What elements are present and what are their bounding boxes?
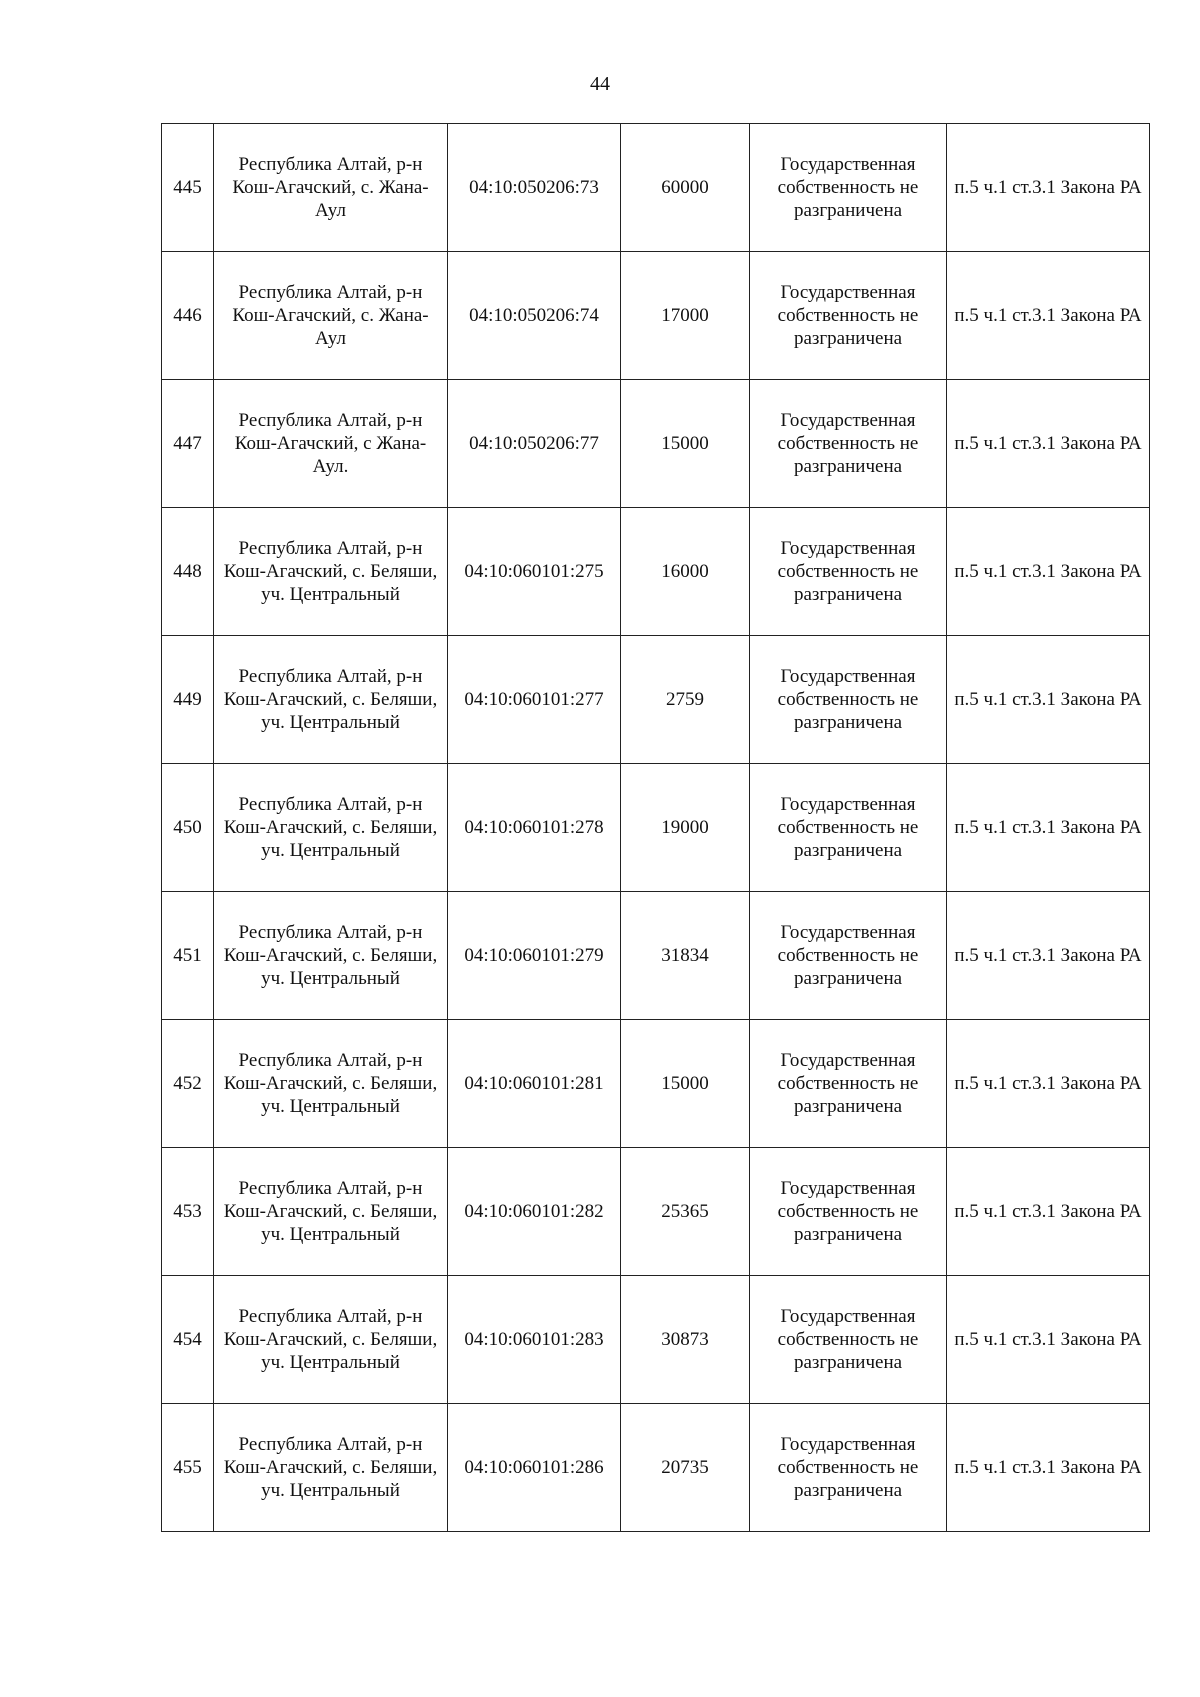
- legal-basis-cell: п.5 ч.1 ст.3.1 Закона РА: [947, 124, 1150, 252]
- ownership-cell: Государственная собственность не разграничена: [750, 124, 947, 252]
- table-row: [162, 252, 1150, 380]
- cadastral-number-cell: 04:10:050206:74: [448, 252, 621, 380]
- ownership-cell: Государственная собственность не разграничена: [750, 380, 947, 508]
- address-cell: Республика Алтай, р-н Кош-Агачский, с. Беляши, уч. Центральный: [214, 1276, 448, 1404]
- row-number-cell: 450: [162, 764, 214, 892]
- row-number-cell: 453: [162, 1148, 214, 1276]
- land-plots-table: [161, 123, 1150, 1532]
- cadastral-number-cell: 04:10:060101:286: [448, 1404, 621, 1532]
- area-cell: 30873: [621, 1276, 750, 1404]
- ownership-cell: Государственная собственность не разграничена: [750, 252, 947, 380]
- table-row: [162, 1148, 1150, 1276]
- legal-basis-cell: п.5 ч.1 ст.3.1 Закона РА: [947, 892, 1150, 1020]
- row-number-cell: 452: [162, 1020, 214, 1148]
- area-cell: 2759: [621, 636, 750, 764]
- row-number-cell: 445: [162, 124, 214, 252]
- legal-basis-cell: п.5 ч.1 ст.3.1 Закона РА: [947, 508, 1150, 636]
- cadastral-number-cell: 04:10:060101:282: [448, 1148, 621, 1276]
- ownership-cell: Государственная собственность не разграничена: [750, 892, 947, 1020]
- cadastral-number-cell: 04:10:060101:279: [448, 892, 621, 1020]
- cadastral-number-cell: 04:10:060101:277: [448, 636, 621, 764]
- area-cell: 17000: [621, 252, 750, 380]
- page-number: 44: [590, 73, 610, 95]
- address-cell: Республика Алтай, р-н Кош-Агачский, с. Беляши, уч. Центральный: [214, 892, 448, 1020]
- address-cell: Республика Алтай, р-н Кош-Агачский, с Жана-Аул.: [214, 380, 448, 508]
- ownership-cell: Государственная собственность не разграничена: [750, 636, 947, 764]
- row-number-cell: 446: [162, 252, 214, 380]
- row-number-cell: 454: [162, 1276, 214, 1404]
- table-row: [162, 380, 1150, 508]
- area-cell: 25365: [621, 1148, 750, 1276]
- ownership-cell: Государственная собственность не разграничена: [750, 764, 947, 892]
- address-cell: Республика Алтай, р-н Кош-Агачский, с. Беляши, уч. Центральный: [214, 508, 448, 636]
- legal-basis-cell: п.5 ч.1 ст.3.1 Закона РА: [947, 1148, 1150, 1276]
- ownership-cell: Государственная собственность не разграничена: [750, 1276, 947, 1404]
- cadastral-number-cell: 04:10:060101:281: [448, 1020, 621, 1148]
- area-cell: 31834: [621, 892, 750, 1020]
- table-row: [162, 892, 1150, 1020]
- table-row: [162, 1404, 1150, 1532]
- cadastral-number-cell: 04:10:060101:283: [448, 1276, 621, 1404]
- address-cell: Республика Алтай, р-н Кош-Агачский, с. Беляши, уч. Центральный: [214, 1404, 448, 1532]
- ownership-cell: Государственная собственность не разграничена: [750, 1404, 947, 1532]
- legal-basis-cell: п.5 ч.1 ст.3.1 Закона РА: [947, 1404, 1150, 1532]
- legal-basis-cell: п.5 ч.1 ст.3.1 Закона РА: [947, 252, 1150, 380]
- table-row: [162, 636, 1150, 764]
- ownership-cell: Государственная собственность не разграничена: [750, 1148, 947, 1276]
- legal-basis-cell: п.5 ч.1 ст.3.1 Закона РА: [947, 764, 1150, 892]
- row-number-cell: 455: [162, 1404, 214, 1532]
- legal-basis-cell: п.5 ч.1 ст.3.1 Закона РА: [947, 636, 1150, 764]
- legal-basis-cell: п.5 ч.1 ст.3.1 Закона РА: [947, 1020, 1150, 1148]
- ownership-cell: Государственная собственность не разграничена: [750, 508, 947, 636]
- row-number-cell: 449: [162, 636, 214, 764]
- table-row: [162, 1276, 1150, 1404]
- address-cell: Республика Алтай, р-н Кош-Агачский, с. Беляши, уч. Центральный: [214, 764, 448, 892]
- table-row: [162, 1020, 1150, 1148]
- area-cell: 20735: [621, 1404, 750, 1532]
- cadastral-number-cell: 04:10:050206:77: [448, 380, 621, 508]
- row-number-cell: 448: [162, 508, 214, 636]
- area-cell: 19000: [621, 764, 750, 892]
- address-cell: Республика Алтай, р-н Кош-Агачский, с. Беляши, уч. Центральный: [214, 1020, 448, 1148]
- address-cell: Республика Алтай, р-н Кош-Агачский, с. Жана-Аул: [214, 252, 448, 380]
- row-number-cell: 451: [162, 892, 214, 1020]
- row-number-cell: 447: [162, 380, 214, 508]
- table-row: [162, 508, 1150, 636]
- area-cell: 15000: [621, 380, 750, 508]
- area-cell: 15000: [621, 1020, 750, 1148]
- area-cell: 60000: [621, 124, 750, 252]
- address-cell: Республика Алтай, р-н Кош-Агачский, с. Жана-Аул: [214, 124, 448, 252]
- ownership-cell: Государственная собственность не разграничена: [750, 1020, 947, 1148]
- cadastral-number-cell: 04:10:060101:275: [448, 508, 621, 636]
- cadastral-number-cell: 04:10:050206:73: [448, 124, 621, 252]
- table-row: [162, 764, 1150, 892]
- address-cell: Республика Алтай, р-н Кош-Агачский, с. Беляши, уч. Центральный: [214, 1148, 448, 1276]
- legal-basis-cell: п.5 ч.1 ст.3.1 Закона РА: [947, 380, 1150, 508]
- cadastral-number-cell: 04:10:060101:278: [448, 764, 621, 892]
- area-cell: 16000: [621, 508, 750, 636]
- legal-basis-cell: п.5 ч.1 ст.3.1 Закона РА: [947, 1276, 1150, 1404]
- table-row: [162, 124, 1150, 252]
- address-cell: Республика Алтай, р-н Кош-Агачский, с. Беляши, уч. Центральный: [214, 636, 448, 764]
